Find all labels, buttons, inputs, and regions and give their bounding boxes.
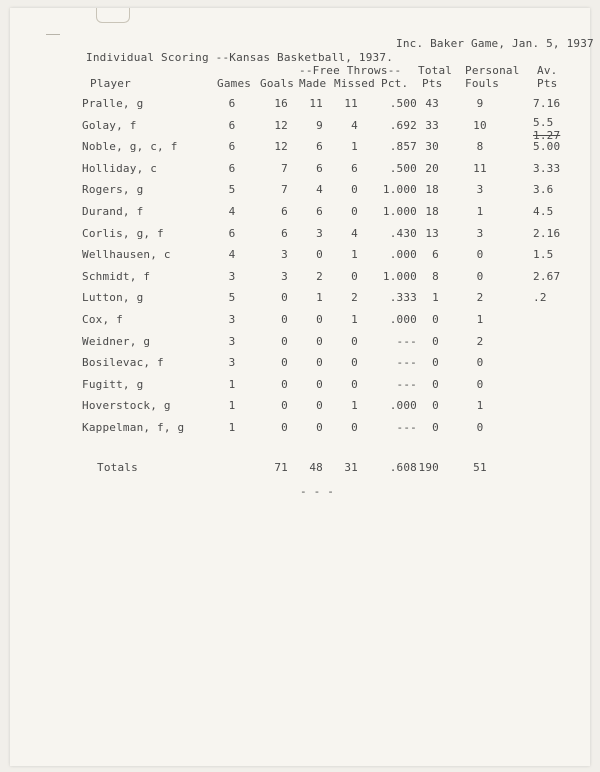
player-name: Wellhausen, c	[82, 248, 171, 262]
made-value: 0	[316, 356, 323, 370]
totals-made: 48	[309, 461, 323, 474]
pct-value: .000	[389, 313, 417, 326]
games-value: 3	[228, 269, 236, 283]
player-name: Schmidt, f	[82, 269, 151, 283]
average-value: 2.67	[533, 269, 561, 283]
missed-value: 11	[344, 97, 358, 110]
games-value: 6	[228, 226, 236, 240]
games-value: 1	[228, 377, 236, 391]
missed-value: 1	[351, 140, 358, 154]
paper-clip-mark	[96, 8, 130, 23]
fouls-value: 2	[476, 334, 484, 348]
column-made: Made	[299, 77, 327, 90]
goals-value: 0	[281, 291, 288, 305]
pct-value: 1.000	[382, 205, 417, 218]
goals-value: 12	[274, 140, 288, 154]
player-name: Pralle, g	[82, 97, 144, 110]
table-row	[10, 313, 590, 327]
games-value: 6	[228, 118, 236, 132]
column-player: Player	[90, 77, 131, 90]
games-value: 4	[228, 248, 236, 262]
column-fouls: Fouls	[465, 77, 500, 90]
player-name: Holliday, c	[82, 161, 158, 175]
table-row	[10, 140, 590, 154]
pts-value: 6	[432, 248, 439, 262]
pct-value: ---	[396, 356, 417, 370]
column-pct: Pct.	[381, 77, 409, 90]
table-row	[10, 270, 590, 284]
games-value: 3	[228, 334, 236, 348]
pts-value: 0	[432, 313, 439, 326]
fouls-value: 1	[476, 313, 484, 326]
goals-value: 7	[281, 183, 288, 197]
pct-value: .430	[389, 226, 417, 240]
missed-value: 4	[351, 118, 358, 132]
made-value: 0	[316, 313, 323, 326]
average-value: 3.6	[533, 183, 554, 197]
fouls-value: 3	[476, 183, 484, 197]
player-name: Golay, f	[82, 118, 137, 132]
fouls-value: 0	[476, 377, 484, 391]
games-value: 1	[228, 399, 236, 413]
made-value: 0	[316, 248, 323, 262]
average-value: 1.5	[533, 248, 554, 262]
made-value: 0	[316, 334, 323, 348]
table-row	[10, 399, 590, 413]
table-row	[10, 356, 590, 370]
fouls-value: 3	[476, 226, 484, 240]
totals-pts: 190	[418, 461, 439, 474]
missed-value: 0	[351, 356, 358, 370]
table-row	[10, 97, 590, 111]
games-value: 4	[228, 205, 236, 218]
player-name: Bosilevac, f	[82, 356, 164, 370]
goals-value: 0	[281, 356, 288, 370]
pts-value: 0	[432, 377, 439, 391]
player-name: Durand, f	[82, 205, 144, 218]
pencil-mark	[46, 34, 60, 39]
fouls-value: 1	[476, 399, 484, 413]
average-header: Av.	[537, 64, 558, 77]
goals-value: 16	[274, 97, 288, 110]
fouls-value: 0	[476, 421, 484, 434]
goals-value: 6	[281, 205, 288, 218]
pts-value: 1	[432, 291, 439, 305]
games-value: 5	[228, 183, 236, 197]
missed-value: 0	[351, 205, 358, 218]
pts-value: 0	[432, 334, 439, 348]
player-name: Weidner, g	[82, 334, 151, 348]
totals-fouls: 51	[473, 461, 487, 474]
made-value: 11	[309, 97, 323, 110]
missed-value: 1	[351, 248, 358, 262]
table-row	[10, 183, 590, 197]
document-title: Individual Scoring --Kansas Basketball, 1937.	[86, 51, 394, 64]
total-header: Total	[418, 64, 453, 77]
pct-value: .692	[389, 118, 417, 132]
player-name: Fugitt, g	[82, 377, 144, 391]
average-value: 5.00	[533, 140, 561, 154]
player-name: Noble, g, c, f	[82, 140, 178, 154]
struck-average-value: 1.27	[533, 128, 561, 142]
player-name: Lutton, g	[82, 291, 144, 305]
goals-value: 0	[281, 334, 288, 348]
pct-value: ---	[396, 421, 417, 434]
fouls-value: 11	[473, 161, 487, 175]
fouls-value: 2	[476, 291, 484, 305]
totals-row	[10, 461, 590, 475]
table-row	[10, 205, 590, 219]
fouls-value: 9	[476, 97, 484, 110]
average-value: 7.16	[533, 97, 561, 110]
missed-value: 2	[351, 291, 358, 305]
average-value: 3.33	[533, 161, 561, 175]
fouls-value: 8	[476, 140, 484, 154]
pts-value: 33	[425, 118, 439, 132]
average-value: 5.5	[533, 115, 554, 129]
column-games: Games	[217, 77, 252, 90]
goals-value: 0	[281, 399, 288, 413]
pts-value: 18	[425, 183, 439, 197]
player-name: Kappelman, f, g	[82, 421, 185, 434]
average-value: 2.16	[533, 226, 561, 240]
header-game-info: Inc. Baker Game, Jan. 5, 1937	[396, 37, 594, 50]
goals-value: 3	[281, 269, 288, 283]
missed-value: 0	[351, 269, 358, 283]
pts-value: 20	[425, 161, 439, 175]
column-goals: Goals	[260, 77, 295, 90]
games-value: 6	[228, 140, 236, 154]
made-value: 9	[316, 118, 323, 132]
goals-value: 0	[281, 421, 288, 434]
fouls-value: 10	[473, 118, 487, 132]
pct-value: .500	[389, 97, 417, 110]
pct-value: .000	[389, 399, 417, 413]
pct-value: .333	[389, 291, 417, 305]
player-name: Cox, f	[82, 313, 123, 326]
missed-value: 4	[351, 226, 358, 240]
pts-value: 43	[425, 97, 439, 110]
games-value: 1	[228, 421, 236, 434]
pts-value: 0	[432, 356, 439, 370]
fouls-value: 1	[476, 205, 484, 218]
table-row	[10, 248, 590, 262]
column-pts: Pts	[422, 77, 443, 90]
free-throws-header: --Free Throws--	[299, 64, 402, 77]
goals-value: 7	[281, 161, 288, 175]
made-value: 3	[316, 226, 323, 240]
missed-value: 0	[351, 421, 358, 434]
average-value: 4.5	[533, 205, 554, 218]
player-name: Hoverstock, g	[82, 399, 171, 413]
pct-value: ---	[396, 334, 417, 348]
column-missed: Missed	[334, 77, 375, 90]
table-row	[10, 291, 590, 305]
table-row	[10, 421, 590, 435]
player-name: Corlis, g, f	[82, 226, 164, 240]
games-value: 3	[228, 313, 236, 326]
totals-goals: 71	[274, 461, 288, 474]
column-avg-pts: Pts	[537, 77, 558, 90]
games-value: 5	[228, 291, 236, 305]
table-row	[10, 162, 590, 176]
player-name: Rogers, g	[82, 183, 144, 197]
pct-value: ---	[396, 377, 417, 391]
pts-value: 30	[425, 140, 439, 154]
fouls-value: 0	[476, 356, 484, 370]
made-value: 6	[316, 140, 323, 154]
document-page	[10, 8, 594, 766]
goals-value: 12	[274, 118, 288, 132]
missed-value: 6	[351, 161, 358, 175]
pct-value: 1.000	[382, 183, 417, 197]
pct-value: 1.000	[382, 269, 417, 283]
table-row	[10, 378, 590, 392]
missed-value: 0	[351, 183, 358, 197]
games-value: 3	[228, 356, 236, 370]
goals-value: 0	[281, 377, 288, 391]
missed-value: 0	[351, 377, 358, 391]
pts-value: 0	[432, 421, 439, 434]
table-row	[10, 227, 590, 241]
totals-missed: 31	[344, 461, 358, 474]
average-value: .2	[533, 291, 547, 305]
pts-value: 0	[432, 399, 439, 413]
pct-value: .000	[389, 248, 417, 262]
goals-value: 0	[281, 313, 288, 326]
personal-header: Personal	[465, 64, 520, 77]
made-value: 2	[316, 269, 323, 283]
games-value: 6	[228, 97, 236, 110]
missed-value: 1	[351, 313, 358, 326]
goals-value: 3	[281, 248, 288, 262]
pct-value: .857	[389, 140, 417, 154]
pts-value: 13	[425, 226, 439, 240]
made-value: 0	[316, 377, 323, 391]
made-value: 0	[316, 421, 323, 434]
made-value: 4	[316, 183, 323, 197]
made-value: 6	[316, 205, 323, 218]
table-row	[10, 335, 590, 349]
end-mark: - - -	[300, 485, 335, 498]
pts-value: 8	[432, 269, 439, 283]
made-value: 1	[316, 291, 323, 305]
games-value: 6	[228, 161, 236, 175]
table-row	[10, 115, 590, 142]
goals-value: 6	[281, 226, 288, 240]
pts-value: 18	[425, 205, 439, 218]
missed-value: 1	[351, 399, 358, 413]
totals-pct: .608	[389, 461, 417, 474]
fouls-value: 0	[476, 248, 484, 262]
missed-value: 0	[351, 334, 358, 348]
pct-value: .500	[389, 161, 417, 175]
made-value: 6	[316, 161, 323, 175]
totals-label: Totals	[97, 461, 138, 474]
fouls-value: 0	[476, 269, 484, 283]
made-value: 0	[316, 399, 323, 413]
